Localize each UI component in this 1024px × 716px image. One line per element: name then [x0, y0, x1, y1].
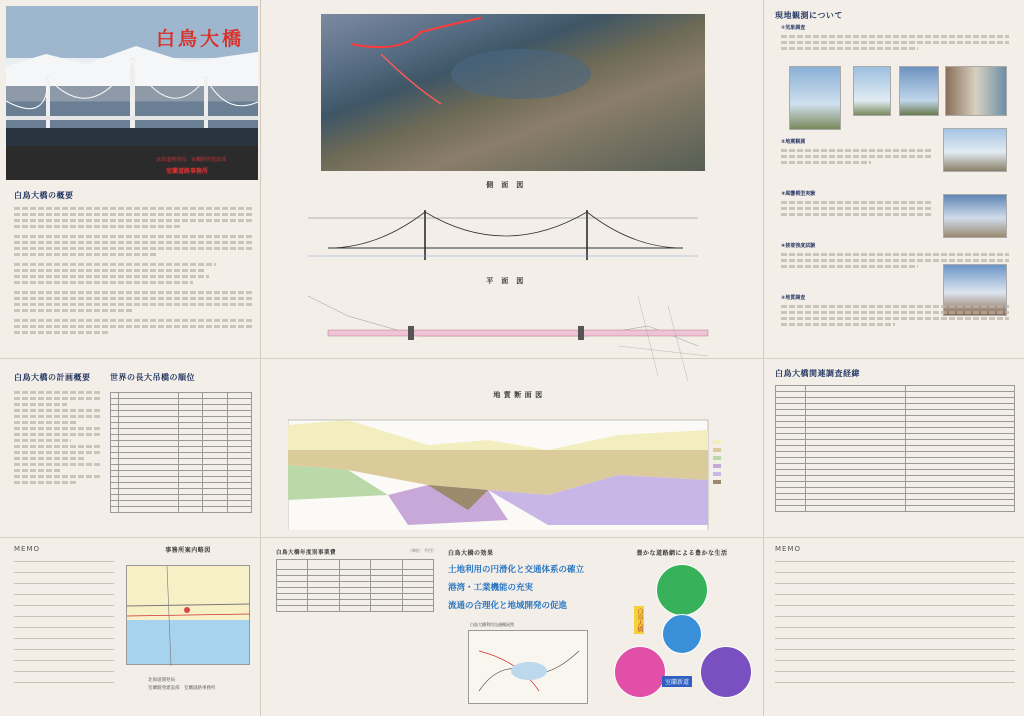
history-heading: 白鳥大橋関連調査経緯: [775, 369, 860, 378]
survey-photo-instruments: [945, 66, 1007, 116]
life-center-label-2: 室蘭新道: [662, 676, 692, 687]
life-circle-pink: [614, 646, 666, 698]
life-center-label-1: 白鳥大橋: [636, 608, 643, 632]
cost-table-heading: 白鳥大橋年度別事業費: [276, 550, 337, 556]
memo-left: [14, 545, 114, 710]
life-heading: 豊かな道路網による豊かな生活: [636, 550, 728, 557]
overview-heading: 白鳥大橋の概要: [14, 191, 74, 200]
survey-photo-anemometer: [853, 66, 891, 116]
life-circle-purple: [700, 646, 752, 698]
geology-diagram: [288, 400, 748, 530]
world-ranking-section: [110, 372, 254, 532]
cover-issuer-2: 室蘭道路事務所: [166, 168, 209, 175]
overview-section: [14, 190, 252, 355]
survey-item-3: ③風響模型実験: [781, 191, 816, 197]
plan-view-diagram: [288, 286, 722, 386]
cover-issuer-1: 北海道開発局 室蘭開発建設部: [156, 157, 227, 163]
survey-section: [775, 10, 1015, 355]
ranking-table: [110, 392, 252, 513]
cost-table: [276, 559, 434, 612]
memo-right: [775, 545, 1015, 710]
effects-section: [448, 548, 598, 710]
survey-photo-wind-tunnel: [943, 194, 1007, 238]
effect-3: 流通の合理化と地域開発の促進: [448, 601, 568, 611]
effects-map-caption: 白鳥大橋利用交通概況図: [470, 622, 514, 627]
survey-photo-tower: [789, 66, 841, 130]
survey-photo-mast: [899, 66, 939, 116]
survey-item-4: ④接着強度試験: [781, 243, 816, 249]
survey-heading: 現地観測について: [775, 11, 843, 20]
office-org-1: 北海道開発局: [148, 678, 175, 683]
cover-title: 白鳥大橋: [156, 28, 245, 50]
office-map-heading: 事務所案内略図: [165, 547, 211, 554]
history-section: [775, 368, 1015, 534]
survey-item-5: ⑤地質調査: [781, 295, 806, 301]
office-map: [126, 565, 250, 665]
plan-summary-section: [14, 372, 102, 532]
world-ranking-heading: 世界の長大吊橋の順位: [110, 373, 195, 382]
side-view-diagram: [288, 190, 722, 270]
memo-right-title: MEMO: [775, 545, 802, 553]
survey-item-2: ②地震観測: [781, 139, 806, 145]
geology-section: [288, 390, 748, 530]
effects-heading: 白鳥大橋の効果: [448, 550, 494, 557]
plan-view-section: [288, 276, 722, 386]
plan-view-title: 平 面 図: [486, 277, 524, 285]
survey-photo-seismic: [943, 128, 1007, 172]
cost-table-unit: （単位：千円）: [408, 548, 436, 553]
aerial-route-overlay: [321, 14, 705, 171]
history-table: [775, 385, 1015, 512]
life-circle-green: [656, 564, 708, 616]
side-view-section: [288, 180, 722, 272]
aerial-photo: [321, 14, 705, 171]
effect-2: 港湾・工業機能の充実: [448, 583, 534, 593]
overview-body: [14, 207, 252, 334]
side-view-title: 側 面 図: [486, 181, 524, 189]
office-org-2: 室蘭開発建設部 室蘭道路事務所: [148, 686, 216, 691]
life-section: [604, 548, 760, 710]
cover-bridge-illustration: [6, 6, 258, 180]
cost-table-section: [276, 548, 436, 628]
survey-item-1: ①気象調査: [781, 25, 806, 31]
cover-photo: [6, 6, 258, 180]
memo-left-title: MEMO: [14, 545, 41, 553]
effects-map: [468, 630, 588, 704]
life-circle-blue: [662, 614, 702, 654]
office-map-section: [126, 545, 250, 710]
effect-1: 土地利用の円滑化と交通体系の確立: [448, 565, 585, 575]
geology-title: 地 質 断 面 図: [493, 391, 543, 399]
plan-summary-heading: 白鳥大橋の計画概要: [14, 373, 91, 382]
